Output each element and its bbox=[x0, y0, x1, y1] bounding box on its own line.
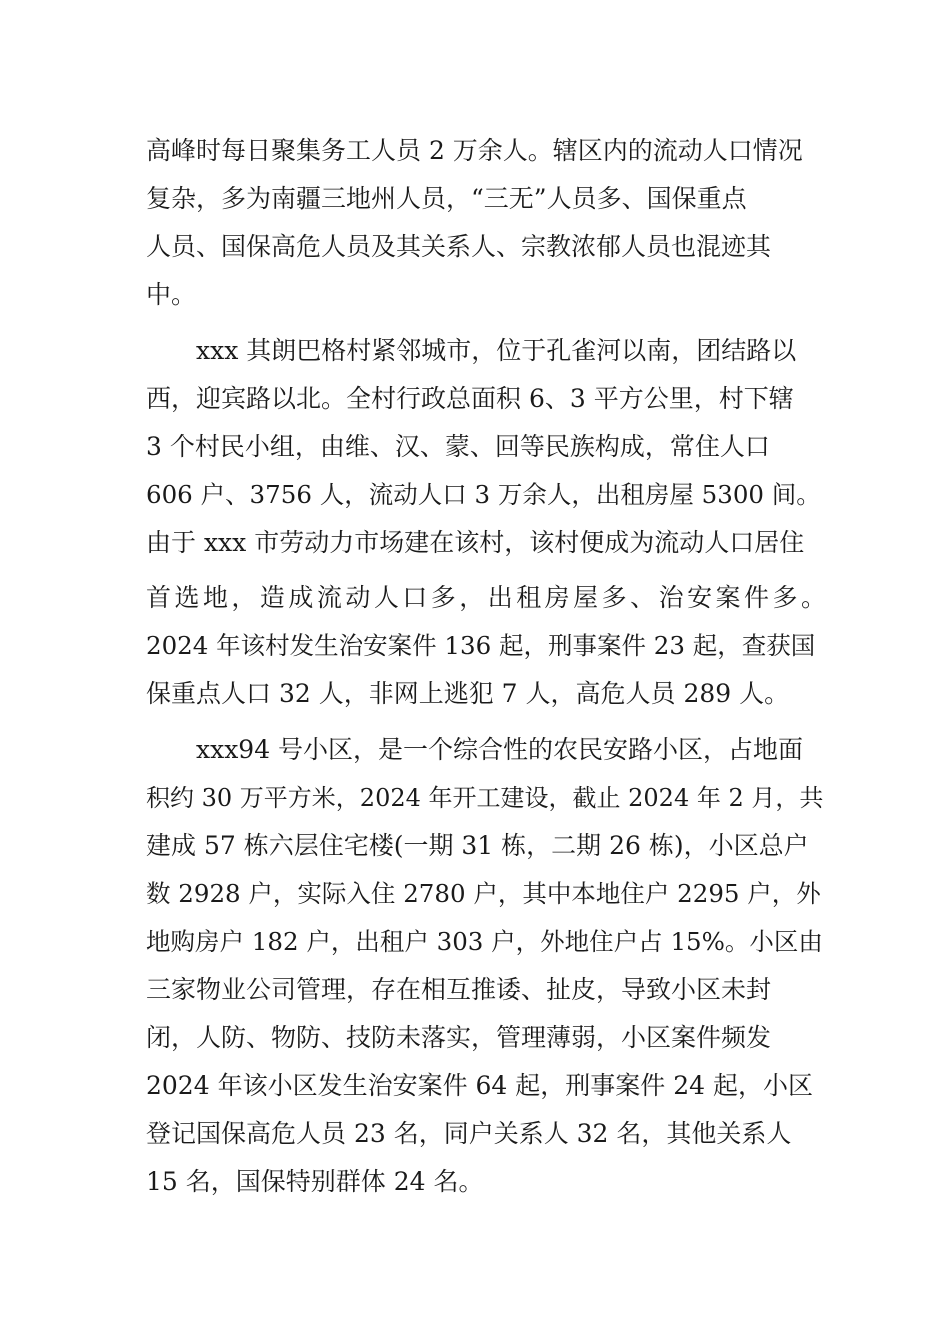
text-line: 中。 bbox=[146, 280, 197, 309]
text-line: 606 户、3756 人，流动人口 3 万余人，出租房屋 5300 间。 bbox=[146, 480, 821, 509]
text-line: 首选地，造成流动人口多，出租房屋多、治安案件多。 bbox=[146, 583, 826, 612]
text-line: 数 2928 户，实际入住 2780 户，其中本地住户 2295 户，外 bbox=[146, 879, 821, 908]
text-line: 由于 xxx 市劳动力市场建在该村，该村便成为流动人口居住 bbox=[146, 528, 805, 557]
text-line: 闭，人防、物防、技防未落实，管理薄弱，小区案件频发 bbox=[146, 1023, 772, 1052]
text-line: xxx94 号小区，是一个综合性的农民安路小区，占地面 bbox=[196, 735, 804, 764]
text-line: 积约 30 万平方米，2024 年开工建设，截止 2024 年 2 月，共 bbox=[146, 784, 824, 812]
text-line: xxx 其朗巴格村紧邻城市，位于孔雀河以南，团结路以 bbox=[196, 336, 797, 365]
text-line: 地购房户 182 户，出租户 303 户，外地住户占 15%。小区由 bbox=[146, 927, 823, 956]
text-line: 人员、国保高危人员及其关系人、宗教浓郁人员也混迹其 bbox=[146, 232, 772, 261]
text-line: 15 名，国保特别群体 24 名。 bbox=[146, 1167, 484, 1196]
text-line: 复杂，多为南疆三地州人员，“三无”人员多、国保重点 bbox=[146, 184, 747, 213]
text-line: 2024 年该村发生治安案件 136 起，刑事案件 23 起，查获国 bbox=[146, 631, 816, 660]
text-line: 保重点人口 32 人，非网上逃犯 7 人，高危人员 289 人。 bbox=[146, 679, 790, 708]
text-line: 登记国保高危人员 23 名，同户关系人 32 名，其他关系人 bbox=[146, 1119, 792, 1148]
text-line: 2024 年该小区发生治安案件 64 起，刑事案件 24 起，小区 bbox=[146, 1071, 813, 1100]
text-line: 西，迎宾路以北。全村行政总面积 6、3 平方公里，村下辖 bbox=[146, 384, 794, 413]
text-line: 建成 57 栋六层住宅楼(一期 31 栋，二期 26 栋)，小区总户 bbox=[146, 831, 809, 860]
text-line: 三家物业公司管理，存在相互推诿、扯皮，导致小区未封 bbox=[146, 975, 772, 1004]
text-line: 3 个村民小组，由维、汉、蒙、回等民族构成，常住人口 bbox=[146, 432, 770, 461]
text-line: 高峰时每日聚集务工人员 2 万余人。辖区内的流动人口情况 bbox=[146, 136, 803, 165]
